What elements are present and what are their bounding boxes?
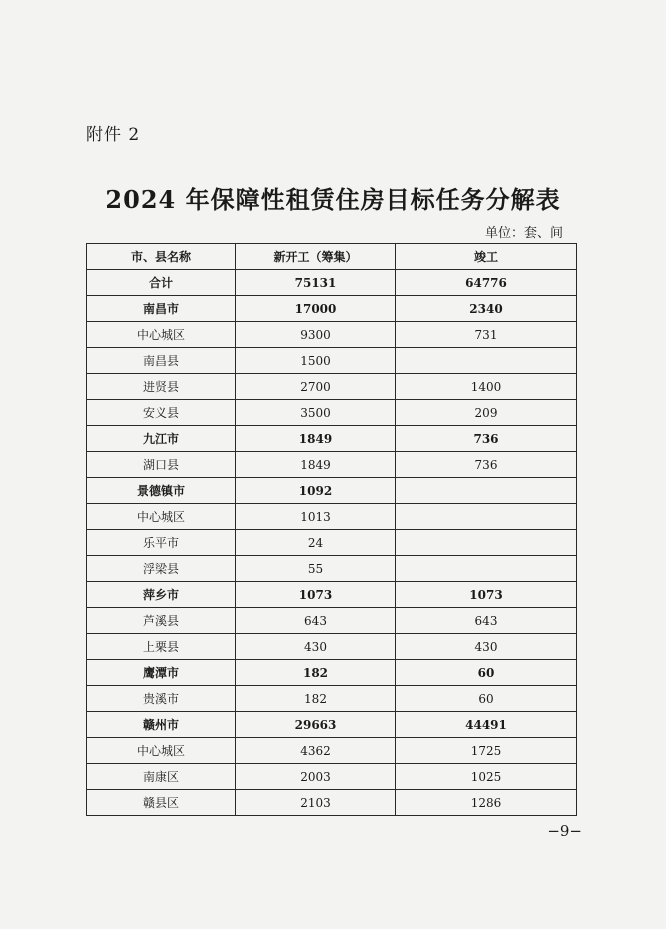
header-completed: 竣工: [396, 244, 577, 270]
header-new-start: 新开工（筹集）: [236, 244, 396, 270]
completed-cell: 736: [396, 426, 577, 452]
completed-cell: 430: [396, 634, 577, 660]
region-cell: 湖口县: [87, 452, 236, 478]
new-start-cell: 3500: [236, 400, 396, 426]
completed-cell: 1025: [396, 764, 577, 790]
new-start-cell: 24: [236, 530, 396, 556]
completed-cell: [396, 556, 577, 582]
new-start-cell: 29663: [236, 712, 396, 738]
new-start-cell: 2700: [236, 374, 396, 400]
new-start-cell: 1092: [236, 478, 396, 504]
region-cell: 赣县区: [87, 790, 236, 816]
new-start-cell: 182: [236, 660, 396, 686]
header-region: 市、县名称: [87, 244, 236, 270]
table-row: [87, 478, 577, 504]
new-start-cell: 4362: [236, 738, 396, 764]
new-start-cell: 17000: [236, 296, 396, 322]
table-row: [87, 270, 577, 296]
region-cell: 芦溪县: [87, 608, 236, 634]
new-start-cell: 1849: [236, 426, 396, 452]
table-row: [87, 400, 577, 426]
new-start-cell: 1849: [236, 452, 396, 478]
table-row: [87, 556, 577, 582]
table-row: [87, 374, 577, 400]
completed-cell: 1400: [396, 374, 577, 400]
region-cell: 乐平市: [87, 530, 236, 556]
completed-cell: 731: [396, 322, 577, 348]
table-row: [87, 582, 577, 608]
completed-cell: [396, 478, 577, 504]
completed-cell: 209: [396, 400, 577, 426]
table-row: [87, 634, 577, 660]
table-row: [87, 348, 577, 374]
completed-cell: [396, 530, 577, 556]
new-start-cell: 182: [236, 686, 396, 712]
table-row: [87, 790, 577, 816]
completed-cell: 736: [396, 452, 577, 478]
table-row: [87, 452, 577, 478]
table-row: [87, 686, 577, 712]
new-start-cell: 1500: [236, 348, 396, 374]
region-cell: 鹰潭市: [87, 660, 236, 686]
region-cell: 进贤县: [87, 374, 236, 400]
region-cell: 中心城区: [87, 322, 236, 348]
completed-cell: 64776: [396, 270, 577, 296]
new-start-cell: 55: [236, 556, 396, 582]
new-start-cell: 9300: [236, 322, 396, 348]
region-cell: 中心城区: [87, 738, 236, 764]
page-number: −9−: [547, 822, 582, 840]
completed-cell: 2340: [396, 296, 577, 322]
region-cell: 景德镇市: [87, 478, 236, 504]
new-start-cell: 2103: [236, 790, 396, 816]
completed-cell: 60: [396, 660, 577, 686]
new-start-cell: 430: [236, 634, 396, 660]
table-row: [87, 764, 577, 790]
new-start-cell: 1013: [236, 504, 396, 530]
region-cell: 赣州市: [87, 712, 236, 738]
region-cell: 安义县: [87, 400, 236, 426]
table-header-row: [87, 244, 577, 270]
completed-cell: 1073: [396, 582, 577, 608]
region-cell: 上栗县: [87, 634, 236, 660]
table-row: [87, 660, 577, 686]
table-row: [87, 712, 577, 738]
region-cell: 萍乡市: [87, 582, 236, 608]
completed-cell: [396, 348, 577, 374]
unit-label: 单位：套、间: [484, 226, 563, 241]
new-start-cell: 75131: [236, 270, 396, 296]
page-title: 2024 年保障性租赁住房目标任务分解表: [105, 185, 561, 214]
table-row: [87, 504, 577, 530]
completed-cell: 1286: [396, 790, 577, 816]
table-row: [87, 426, 577, 452]
task-table: [86, 243, 577, 816]
region-cell: 贵溪市: [87, 686, 236, 712]
new-start-cell: 1073: [236, 582, 396, 608]
completed-cell: [396, 504, 577, 530]
region-cell: 合计: [87, 270, 236, 296]
completed-cell: 1725: [396, 738, 577, 764]
table-row: [87, 296, 577, 322]
completed-cell: 643: [396, 608, 577, 634]
table-row: [87, 738, 577, 764]
region-cell: 南昌市: [87, 296, 236, 322]
region-cell: 南康区: [87, 764, 236, 790]
region-cell: 南昌县: [87, 348, 236, 374]
completed-cell: 44491: [396, 712, 577, 738]
completed-cell: 60: [396, 686, 577, 712]
table-row: [87, 322, 577, 348]
region-cell: 浮梁县: [87, 556, 236, 582]
new-start-cell: 2003: [236, 764, 396, 790]
region-cell: 九江市: [87, 426, 236, 452]
table-row: [87, 608, 577, 634]
region-cell: 中心城区: [87, 504, 236, 530]
attachment-label: 附件 2: [86, 125, 141, 145]
new-start-cell: 643: [236, 608, 396, 634]
table-row: [87, 530, 577, 556]
